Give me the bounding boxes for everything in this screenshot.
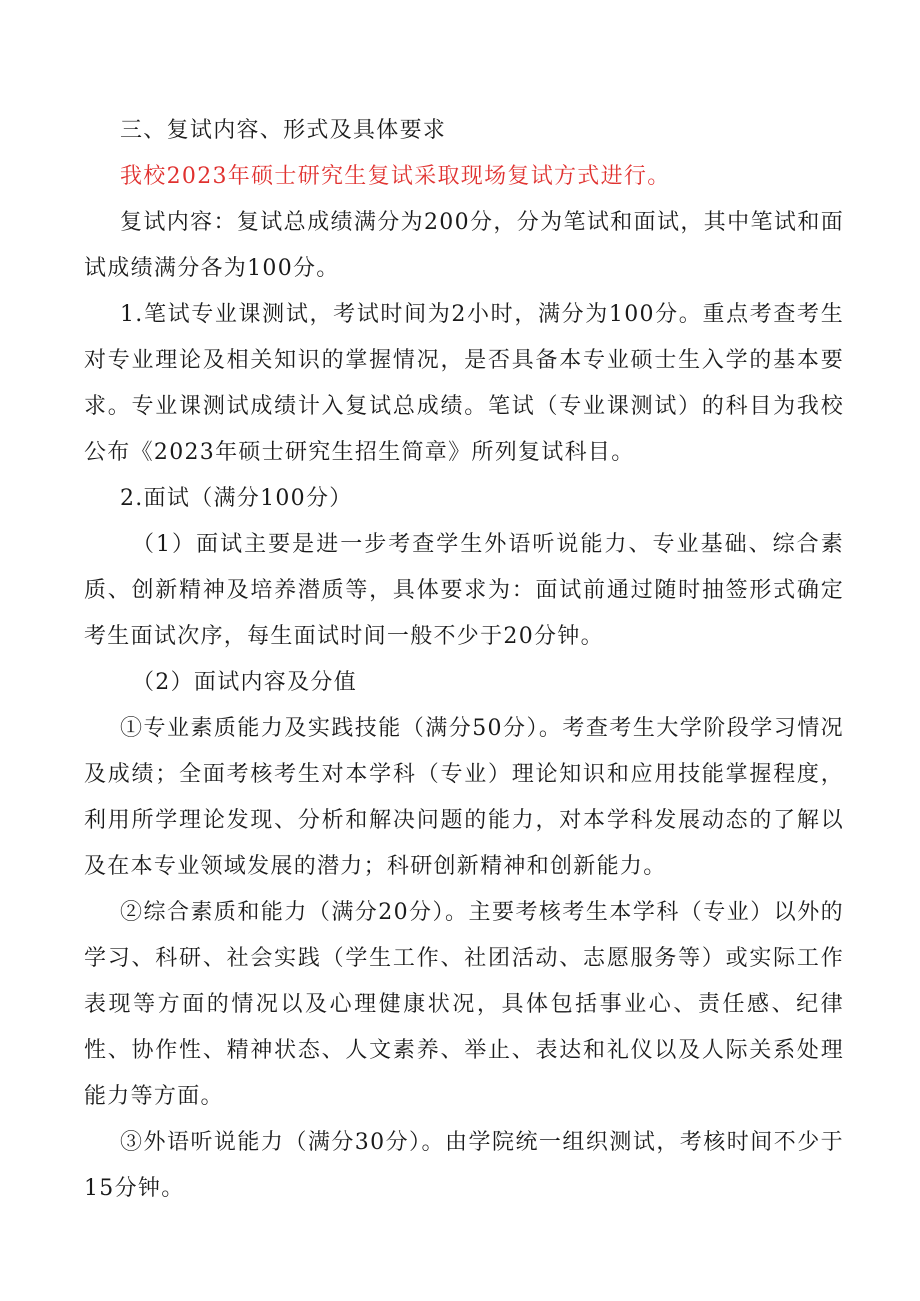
paragraph-interview-main: （1）面试主要是进一步考查学生外语听说能力、专业基础、综合素质、创新精神及培养潜质等，具体要求为：面试前通过随时抽签形式确定考生面试次序，每生面试时间一般不少于20分钟。 bbox=[84, 532, 844, 649]
paragraph-interview-title: 2.面试（满分100分） bbox=[120, 486, 353, 511]
notice-red-text: 我校2023年硕士研究生复试采取现场复试方式进行。 bbox=[120, 164, 671, 189]
section-heading: 三、复试内容、形式及具体要求 bbox=[120, 118, 447, 143]
paragraph-professional-ability: ①专业素质能力及实践技能（满分50分）。考查考生大学阶段学习情况及成绩；全面考核考生对本学科（专业）理论知识和应用技能掌握程度，利用所学理论发现、分析和解决问题的能力，对本学科发展动态的了解以及在本专业领域发展的潜力；科研创新精神和创新能力。 bbox=[84, 716, 844, 879]
paragraph-written-test: 1.笔试专业课测试，考试时间为2小时，满分为100分。重点考查考生对专业理论及相关知识的掌握情况，是否具备本专业硕士生入学的基本要求。专业课测试成绩计入复试总成绩。笔试（专业课测试）的科目为我校公布《2023年硕士研究生招生简章》所列复试科目。 bbox=[84, 302, 844, 465]
document-body bbox=[84, 108, 844, 1212]
paragraph-interview-scores-title: （2）面试内容及分值 bbox=[132, 670, 357, 695]
paragraph-retest-content: 复试内容：复试总成绩满分为200分，分为笔试和面试，其中笔试和面试成绩满分各为100分。 bbox=[84, 210, 844, 281]
paragraph-comprehensive-quality: ②综合素质和能力（满分20分）。主要考核考生本学科（专业）以外的学习、科研、社会实践（学生工作、社团活动、志愿服务等）或实际工作表现等方面的情况以及心理健康状况，具体包括事业心、责任感、纪律性、协作性、精神状态、人文素养、举止、表达和礼仪以及人际关系处理能力等方面。 bbox=[84, 900, 844, 1109]
paragraph-foreign-language: ③外语听说能力（满分30分）。由学院统一组织测试，考核时间不少于15分钟。 bbox=[84, 1130, 844, 1201]
